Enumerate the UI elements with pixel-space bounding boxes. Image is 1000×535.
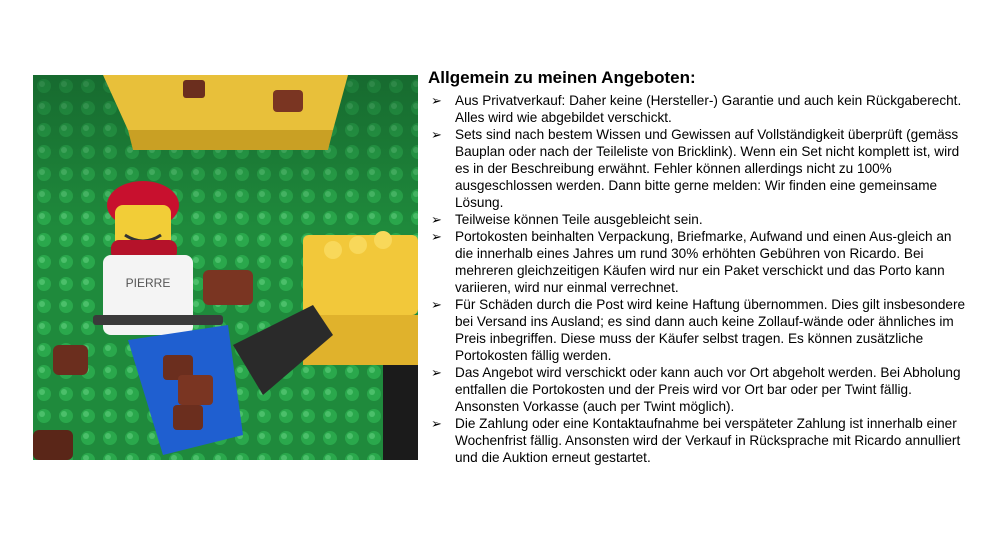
list-item: ➢ Teilweise können Teile ausgebleicht sein. <box>431 212 703 227</box>
brown-brick <box>33 430 73 460</box>
list-item: ➢ Portokosten beinhalten Verpackung, Briefmarke, Aufwand und einen Aus-gleich an die innerhalb eines Jahres um rund 30% erhöhten Gebühren von Ricardo. Bei mehreren gleichzeitigen Käufen wird nur ein Paket verschickt und das Porto kann variieren, wird nur einmal verrechnet. <box>431 229 952 295</box>
arrow-bullet-icon: ➢ <box>431 127 442 142</box>
terms-list <box>428 92 973 466</box>
lego-scene-image <box>33 75 418 460</box>
lego-photo <box>33 75 418 460</box>
arrow-bullet-icon: ➢ <box>431 212 442 227</box>
minifig-torso-text: PIERRE <box>125 276 171 290</box>
list-item: ➢ Die Zahlung oder eine Kontaktaufnahme bei verspäteter Zahlung ist innerhalb einer Wochenfrist fällig. Ansonsten wird der Verkauf in Rücksprache mit Ricardo annulliert und die Auktion erneut gestartet. <box>431 416 961 465</box>
page-title: Allgemein zu meinen Angeboten: <box>428 68 696 87</box>
offer-info <box>428 68 973 466</box>
arrow-bullet-icon: ➢ <box>431 365 442 380</box>
yellow-container <box>103 75 348 150</box>
arrow-bullet-icon: ➢ <box>431 229 442 244</box>
brown-brick <box>53 345 88 375</box>
list-item: ➢ Aus Privatverkauf: Daher keine (Hersteller-) Garantie und auch kein Rückgaberecht. Alles wird wie abgebildet verschickt. <box>431 93 962 125</box>
list-item: ➢ Das Angebot wird verschickt oder kann auch vor Ort abgeholt werden. Bei Abholung entfallen die Portokosten und der Preis wird vor Ort bar oder per Twint fällig. Ansonsten Vorkasse (auch per Twint möglich). <box>431 365 961 414</box>
list-item: ➢ Sets sind nach bestem Wissen und Gewissen auf Vollständigkeit überprüft (gemäss Bauplan oder nach der Teileliste von Bricklink). Wenn ein Set nicht komplett ist, wird es in der Beschreibung erwähnt. Fehler können allerdings nicht zu 100% ausgeschlossen werden. Dann bitte gerne melden: Wir finden eine gemeinsame Lösung. <box>431 127 960 210</box>
list-item: ➢ Für Schäden durch die Post wird keine Haftung übernommen. Dies gilt insbesondere bei Versand ins Ausland; es sind dann auch keine Zollauf-wände oder ähnliches im Preis inbegriffen. Diese muss der Käufer selbst tragen. Es können zusätzliche Portokosten fällig werden. <box>431 297 966 363</box>
arrow-bullet-icon: ➢ <box>431 416 442 431</box>
arrow-bullet-icon: ➢ <box>431 93 442 108</box>
arrow-bullet-icon: ➢ <box>431 297 442 312</box>
